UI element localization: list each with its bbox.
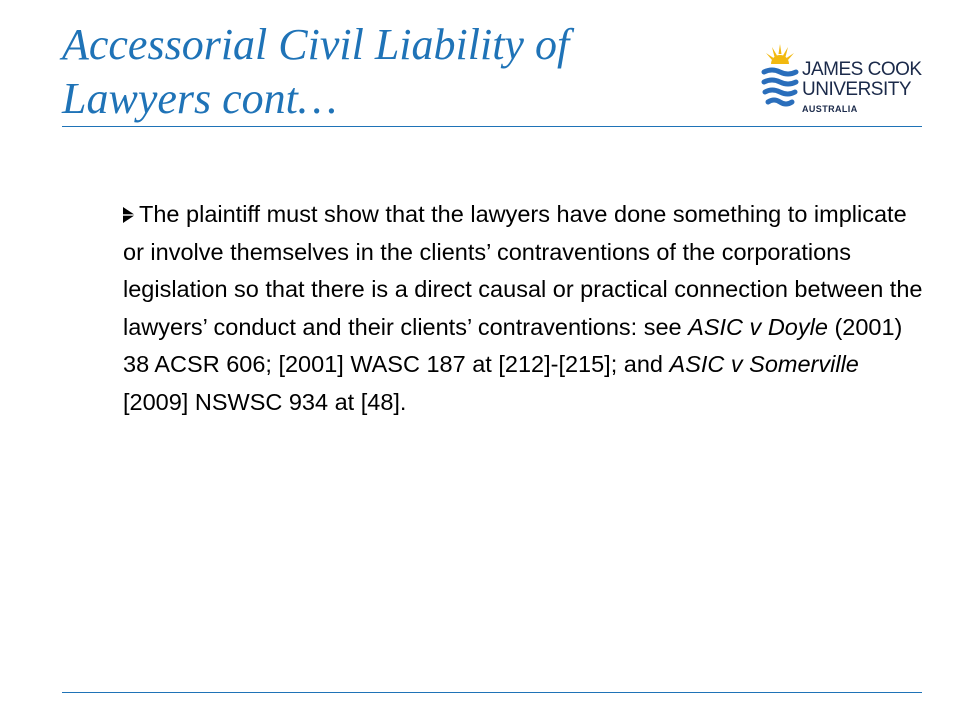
case-name-somerville: ASIC v Somerville bbox=[669, 351, 859, 377]
logo-text-line-1: JAMES COOK bbox=[802, 59, 922, 80]
bullet-text-1: The plaintiff must show that the lawyers have done something to implicate or involve themselves in the clients’ contraventions of the corporations legislation so that there is a direct causal or practical connection between the lawyers’ conduct and their clients’ contraventions: see bbox=[123, 201, 923, 340]
logo-text-line-2: UNIVERSITY bbox=[802, 79, 912, 100]
slide-title-line-2: Lawyers cont… bbox=[62, 74, 337, 123]
university-logo bbox=[760, 40, 930, 120]
jcu-crest-icon bbox=[760, 40, 800, 116]
slide-title bbox=[62, 18, 702, 126]
arrow-bullet-icon bbox=[123, 207, 135, 223]
title-divider bbox=[62, 126, 922, 127]
bullet-paragraph bbox=[123, 196, 923, 421]
case-name-doyle: ASIC v Doyle bbox=[688, 313, 828, 340]
slide-title-line-1: Accessorial Civil Liability of bbox=[62, 20, 570, 69]
logo-text-line-3: AUSTRALIA bbox=[802, 104, 858, 114]
bullet-text-2: (2001) 38 ACSR 606; [2001] WASC 187 at [212]-[215]; and bbox=[123, 313, 903, 377]
footer-divider bbox=[62, 692, 922, 693]
bullet-text-3: [2009] NSWSC 934 at [48]. bbox=[123, 388, 407, 415]
